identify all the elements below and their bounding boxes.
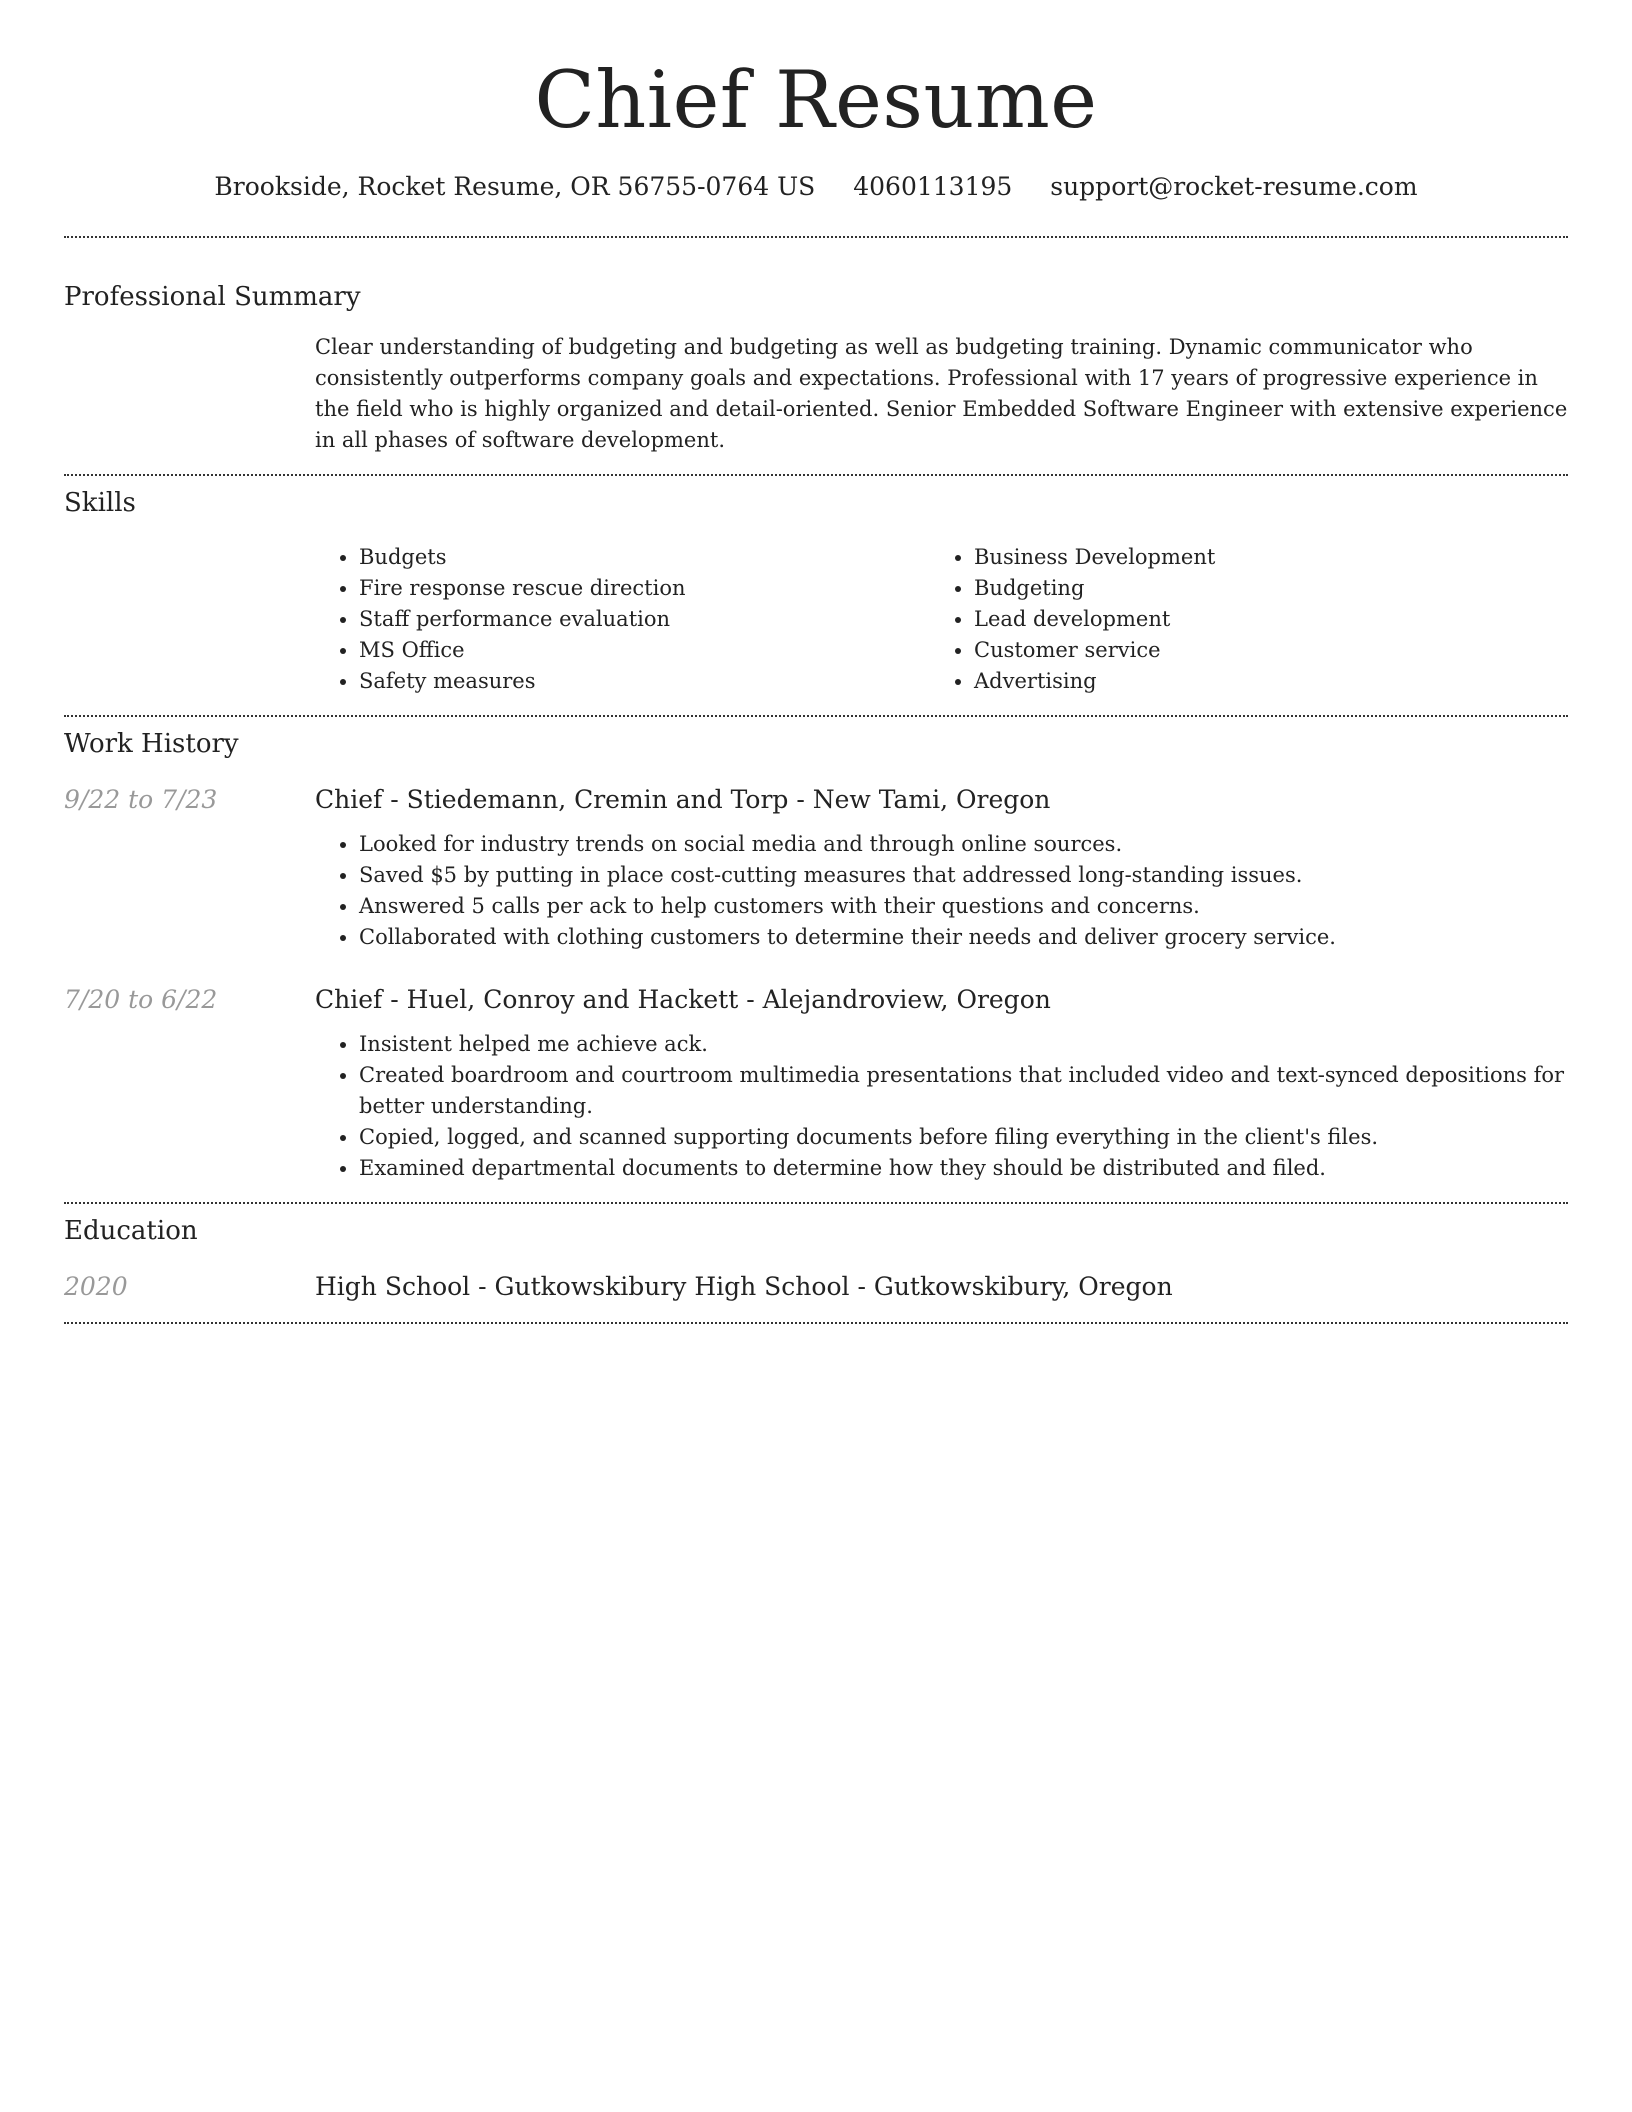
section-divider bbox=[64, 715, 1568, 717]
education-section bbox=[64, 1214, 1568, 1304]
section-divider bbox=[64, 1202, 1568, 1204]
contact-phone: 4060113195 bbox=[853, 172, 1013, 201]
skill-item: • Fire response rescue direction bbox=[359, 573, 930, 604]
contact-address: Brookside, Rocket Resume, OR 56755-0764 US bbox=[214, 172, 816, 201]
education-entry bbox=[64, 1270, 1568, 1304]
duty-item: • Copied, logged, and scanned supporting documents before filing everything in the client's files. bbox=[359, 1122, 1568, 1153]
section-divider bbox=[64, 1322, 1568, 1324]
skills-heading: Skills bbox=[64, 488, 136, 518]
job-duties bbox=[315, 1029, 1568, 1184]
job-duties bbox=[315, 829, 1568, 953]
job-entry bbox=[64, 983, 1568, 1184]
job-content bbox=[315, 783, 1568, 953]
education-title: High School - Gutkowskibury High School - Gutkowskibury, Oregon bbox=[315, 1272, 1173, 1301]
summary-text: Clear understanding of budgeting and budgeting as well as budgeting training. Dynamic communicator who consistently outperforms company goals and expectations. Professional with 17 years of progressive experience in the field who is highly organized and detail-oriented. Senior Embedded Software Engineer with extensive experience in all phases of software development. bbox=[315, 335, 1568, 452]
skills-list-left bbox=[315, 542, 930, 697]
section-divider bbox=[64, 236, 1568, 238]
skill-item: • Customer service bbox=[974, 635, 1545, 666]
education-date: 2020 bbox=[64, 1272, 128, 1301]
skill-item: • Business Development bbox=[974, 542, 1545, 573]
skill-item: • MS Office bbox=[359, 635, 930, 666]
skill-item: • Budgets bbox=[359, 542, 930, 573]
resume-header bbox=[64, 0, 1568, 204]
skill-item: • Staff performance evaluation bbox=[359, 604, 930, 635]
skills-columns bbox=[315, 542, 1568, 697]
duty-item: • Insistent helped me achieve ack. bbox=[359, 1029, 1568, 1060]
skills-list-right bbox=[930, 542, 1545, 697]
skill-item: • Safety measures bbox=[359, 666, 930, 697]
job-entry bbox=[64, 783, 1568, 953]
contact-email: support@rocket-resume.com bbox=[1050, 172, 1418, 201]
duty-item: • Collaborated with clothing customers to determine their needs and deliver grocery service. bbox=[359, 922, 1568, 953]
summary-heading: Professional Summary bbox=[64, 282, 361, 312]
job-dates: 9/22 to 7/23 bbox=[64, 785, 218, 814]
skills-section bbox=[64, 486, 1568, 697]
job-content bbox=[315, 983, 1568, 1184]
skill-item: • Lead development bbox=[974, 604, 1545, 635]
section-divider bbox=[64, 474, 1568, 476]
duty-item: • Examined departmental documents to determine how they should be distributed and filed. bbox=[359, 1153, 1568, 1184]
summary-section bbox=[64, 280, 1568, 456]
skill-item: • Budgeting bbox=[974, 573, 1545, 604]
contact-line bbox=[64, 170, 1568, 204]
job-title: Chief - Stiedemann, Cremin and Torp - New Tami, Oregon bbox=[315, 785, 1051, 814]
duty-item: • Saved $5 by putting in place cost-cutting measures that addressed long-standing issues. bbox=[359, 860, 1568, 891]
resume-name: Chief Resume bbox=[534, 54, 1098, 146]
duty-item: • Looked for industry trends on social media and through online sources. bbox=[359, 829, 1568, 860]
duty-item: • Answered 5 calls per ack to help customers with their questions and concerns. bbox=[359, 891, 1568, 922]
education-heading: Education bbox=[64, 1216, 198, 1246]
job-title: Chief - Huel, Conroy and Hackett - Alejandroview, Oregon bbox=[315, 985, 1051, 1014]
work-history-heading: Work History bbox=[64, 729, 239, 759]
duty-item: • Created boardroom and courtroom multimedia presentations that included video and text-synced depositions for better understanding. bbox=[359, 1060, 1568, 1122]
work-history-section bbox=[64, 727, 1568, 1184]
job-dates: 7/20 to 6/22 bbox=[64, 985, 218, 1014]
skill-item: • Advertising bbox=[974, 666, 1545, 697]
